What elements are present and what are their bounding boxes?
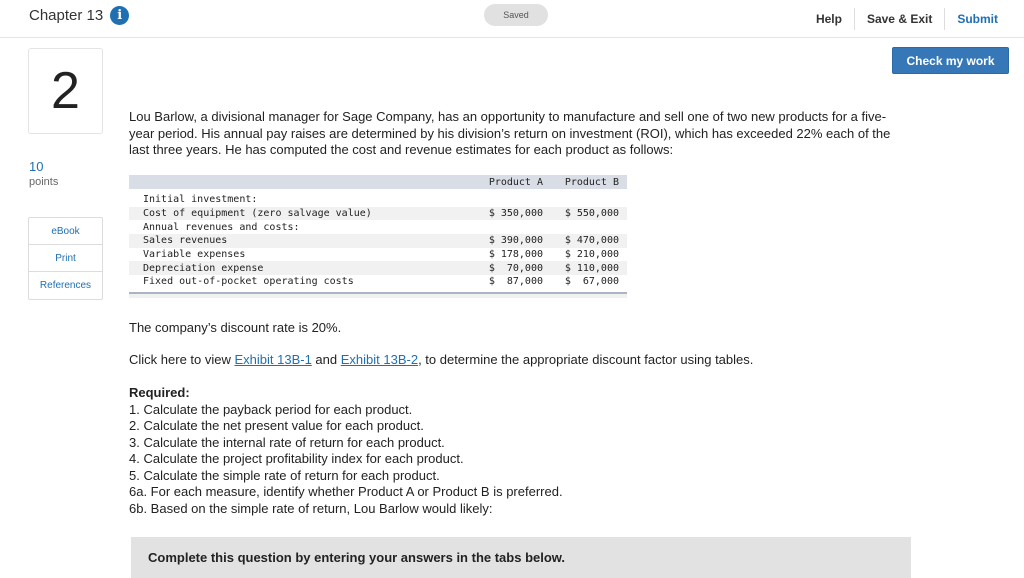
question-tools bbox=[28, 217, 103, 300]
table-cell-b: $ 67,000 bbox=[564, 276, 619, 288]
required-title: Required: bbox=[129, 385, 190, 400]
intro-line: Lou Barlow, a divisional manager for Sage Company, has an opportunity to manufacture and sell one of two new products for a five- bbox=[129, 109, 887, 124]
required-section bbox=[129, 385, 563, 517]
table-row bbox=[129, 207, 627, 221]
table-row bbox=[129, 220, 627, 234]
table-header-row bbox=[129, 175, 627, 189]
table-cell-a: $ 70,000 bbox=[488, 262, 543, 274]
exhibit-and: and bbox=[311, 352, 341, 367]
exhibit-prefix: Click here to view bbox=[129, 352, 235, 367]
instructions-banner: Complete this question by entering your answers in the tabs below. bbox=[131, 537, 911, 578]
required-item: 5. Calculate the simple rate of return for each product. bbox=[129, 467, 440, 483]
table-row bbox=[129, 248, 627, 262]
check-my-work-button[interactable]: Check my work bbox=[892, 47, 1009, 74]
print-button[interactable]: Print bbox=[29, 245, 102, 272]
table-cell-label: Variable expenses bbox=[143, 249, 246, 261]
table-bottom-border bbox=[129, 292, 627, 298]
top-bar bbox=[0, 0, 1024, 38]
exhibit-13b-2-link[interactable]: Exhibit 13B-2 bbox=[340, 352, 419, 367]
discount-rate-text: The company’s discount rate is 20%. bbox=[129, 320, 342, 335]
required-item: 6b. Based on the simple rate of return, Lou Barlow would likely: bbox=[129, 500, 493, 516]
intro-line: last three years. He has computed the cost and revenue estimates for each product as follows: bbox=[129, 142, 674, 157]
exhibit-instructions bbox=[129, 352, 753, 369]
table-cell-label: Cost of equipment (zero salvage value) bbox=[143, 208, 372, 220]
required-item: 1. Calculate the payback period for each product. bbox=[129, 401, 413, 417]
exhibit-suffix: , to determine the appropriate discount factor using tables. bbox=[418, 352, 754, 367]
question-number: 2 bbox=[51, 62, 80, 120]
table-row bbox=[129, 193, 627, 207]
table-row bbox=[129, 234, 627, 248]
table-cell-label: Fixed out-of-pocket operating costs bbox=[143, 276, 354, 288]
points-value: 10 bbox=[29, 159, 44, 174]
info-icon[interactable]: i bbox=[110, 6, 129, 25]
table-cell-label: Sales revenues bbox=[143, 235, 228, 247]
chapter-header bbox=[29, 6, 129, 25]
table-cell-b: $ 210,000 bbox=[564, 249, 619, 261]
table-header-product-a: Product A bbox=[488, 176, 543, 188]
chapter-title: Chapter 13 bbox=[29, 7, 104, 24]
table-cell-b: $ 110,000 bbox=[564, 262, 619, 274]
saved-status-badge: Saved bbox=[484, 4, 548, 26]
table-cell-a: $ 87,000 bbox=[488, 276, 543, 288]
product-estimates-table bbox=[129, 175, 627, 298]
table-cell-a: $ 350,000 bbox=[488, 208, 543, 220]
table-cell-a: $ 390,000 bbox=[488, 235, 543, 247]
references-button[interactable]: References bbox=[39, 280, 92, 291]
table-header-product-b: Product B bbox=[564, 176, 619, 188]
table-row bbox=[129, 275, 627, 289]
question-number-box bbox=[28, 48, 103, 134]
required-item: 4. Calculate the project profitability index for each product. bbox=[129, 451, 464, 466]
ebook-button[interactable]: eBook bbox=[29, 218, 102, 245]
top-nav bbox=[804, 8, 1010, 30]
help-link[interactable]: Help bbox=[815, 12, 842, 26]
table-cell-label: Annual revenues and costs: bbox=[143, 221, 300, 233]
required-item: 6a. For each measure, identify whether Product A or Product B is preferred. bbox=[129, 484, 563, 499]
save-exit-link[interactable]: Save & Exit bbox=[866, 12, 933, 26]
table-cell-a: $ 178,000 bbox=[488, 249, 543, 261]
required-item: 2. Calculate the net present value for each product. bbox=[129, 418, 424, 433]
table-cell-b: $ 550,000 bbox=[564, 208, 619, 220]
table-cell-label: Initial investment: bbox=[143, 194, 258, 206]
table-cell-label: Depreciation expense bbox=[143, 262, 264, 274]
question-intro bbox=[129, 109, 974, 159]
table-cell-b: $ 470,000 bbox=[564, 235, 619, 247]
submit-link[interactable]: Submit bbox=[957, 12, 998, 26]
table-row bbox=[129, 261, 627, 275]
exhibit-13b-1-link[interactable]: Exhibit 13B-1 bbox=[234, 352, 312, 367]
points-label: points bbox=[29, 176, 59, 188]
required-item: 3. Calculate the internal rate of return for each product. bbox=[129, 434, 445, 450]
intro-line: year period. His annual pay raises are determined by his division’s return on investment (ROI), which has exceeded 22% each of the bbox=[129, 125, 891, 141]
